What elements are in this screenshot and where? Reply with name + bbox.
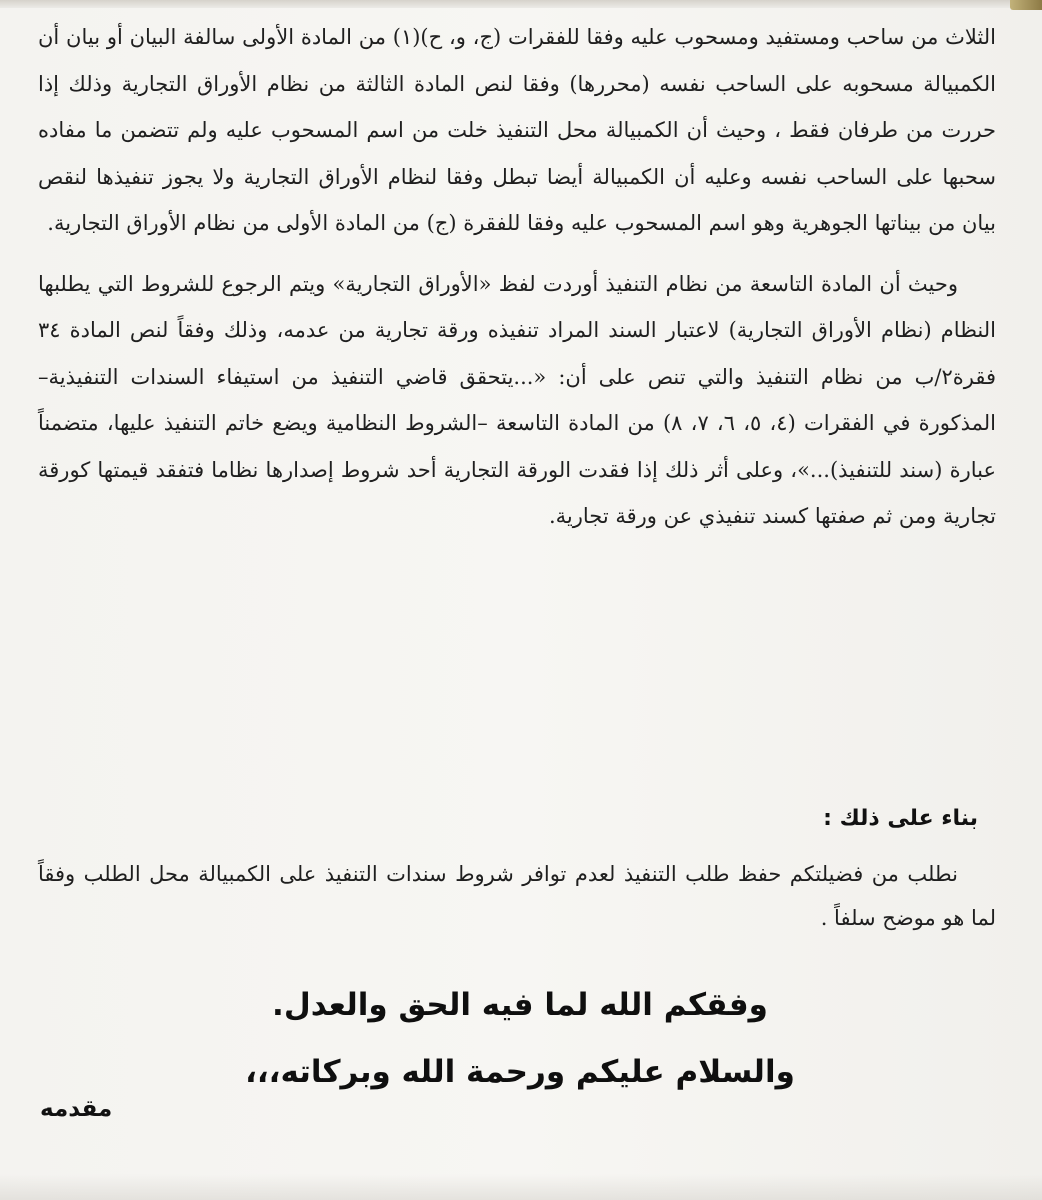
- paragraph-execution-law: وحيث أن المادة التاسعة من نظام التنفيذ أوردت لفظ «الأوراق التجارية» ويتم الرجوع للشروط التي يطلبها النظام (نظام الأوراق التجارية) لاعتبار السند المراد تنفيذه ورقة تجارية من عدمه، وذلك وفقاً لنص المادة ٣٤ فقرة٢/ب من نظام التنفيذ والتي تنص على أن: «...يتحقق قاضي التنفيذ من استيفاء السندات التنفيذية–المذكورة في الفقرات (٤، ٥، ٦، ٧، ٨) من المادة التاسعة –الشروط النظامية ويضع خاتم التنفيذ عليها، متضمناً عبارة (سند للتنفيذ)...»، وعلى أثر ذلك إذا فقدت الورقة التجارية أحد شروط إصدارها نظاما فتفقد قيمتها كورقة تجارية ومن ثم صفتها كسند تنفيذي عن ورقة تجارية.: [38, 271, 997, 528]
- closing-line-1: وفقكم الله لما فيه الحق والعدل.: [272, 987, 768, 1023]
- closing-line-2: والسلام عليكم ورحمة الله وبركاته،،،: [245, 1054, 795, 1090]
- page-top-edge: [0, 0, 1042, 8]
- signature-label: مقدمه: [40, 1096, 113, 1122]
- paragraph-bill-validity: الثلاث من ساحب ومستفيد ومسحوب عليه وفقا للفقرات (ج، و، ح)(١) من المادة الأولى سالفة البيان أو بيان أن الكمبيالة مسحوبه على الساحب نفسه (محررها) وفقا لنص المادة الثالثة من نظام الأوراق التجارية وذلك إذا حررت من طرفان فقط ، وحيث أن الكمبيالة محل التنفيذ خلت من اسم المسحوب عليه ولم تتضمن ما مفاده سحبها على الساحب نفسه وعليه أن الكمبيالة أيضا تبطل وفقا لنظام الأوراق التجارية ولا يجوز تنفيذها لنقص بيان من بيناتها الجوهرية وهو اسم المسحوب عليه وفقا للفقرة (ج) من المادة الأولى من نظام الأوراق التجارية.: [38, 25, 997, 235]
- corner-mark: [1010, 0, 1042, 10]
- request-block: [38, 852, 996, 940]
- request-paragraph: نطلب من فضيلتكم حفظ طلب التنفيذ لعدم توافر شروط سندات التنفيذ على الكمبيالة محل الطلب وفقاً لما هو موضح سلفاً .: [38, 862, 996, 930]
- body-text: [38, 14, 996, 540]
- page-bottom-shade: [0, 1174, 1042, 1200]
- section-heading: بناء على ذلك :: [823, 806, 978, 831]
